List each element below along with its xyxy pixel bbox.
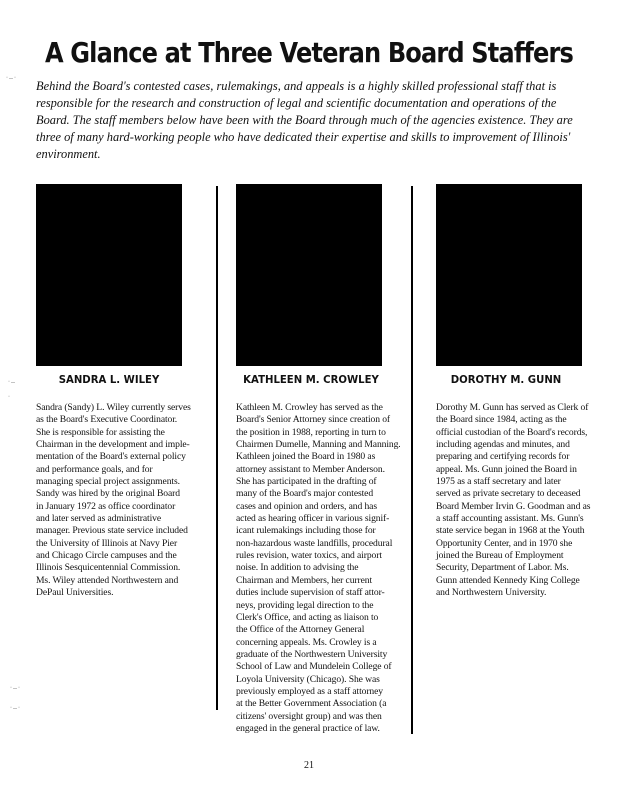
bio-line: Chairman and Members, her current <box>236 574 373 586</box>
bio-line: rules revision, water toxics, and airport <box>236 550 382 562</box>
bio-line: joined the Bureau of Employment <box>436 550 564 562</box>
bio-line: Kathleen joined the Board in 1980 as <box>236 451 376 463</box>
bio-line: cases and opinion and orders, and has <box>236 500 377 512</box>
bio-line: at the Better Government Association (a <box>236 698 387 710</box>
staff-name-dorothy-gunn: DOROTHY M. GUNN <box>450 373 562 386</box>
bio-line: She has participated in the drafting of <box>236 476 377 488</box>
column-divider <box>411 186 413 734</box>
column-divider <box>216 186 218 710</box>
bio-line: many of the Board's major contested <box>236 488 374 500</box>
bio-line: graduate of the Northwestern University <box>236 648 388 660</box>
bio-line: Chairmen Dumelle, Manning and Manning. <box>236 439 401 451</box>
bio-line: Ms. Wiley attended Northwestern and <box>36 574 179 586</box>
bio-line: Board Member Irvin G. Goodman and as <box>436 500 591 512</box>
scan-speck: · <box>8 394 11 400</box>
bio-line: state service began in 1968 at the Youth <box>436 525 585 537</box>
bio-line: and Chicago Circle campuses and the <box>36 550 177 562</box>
bio-line: and Northwestern University. <box>436 587 547 599</box>
bio-line: previously employed as a staff attorney <box>236 685 383 697</box>
staff-name-kathleen-crowley: KATHLEEN M. CROWLEY <box>243 373 379 386</box>
bio-line: appeal. Ms. Gunn joined the Board in <box>436 463 577 475</box>
bio-line: Gunn attended Kennedy King College <box>436 574 580 586</box>
bio-line: 1975 as a staff secretary and later <box>436 476 561 488</box>
bio-line: manager. Previous state service included <box>36 525 188 537</box>
photo-kathleen-crowley <box>236 184 382 366</box>
bio-line: the Board since 1984, acting as the <box>436 414 567 426</box>
bio-line: in January 1972 as office coordinator <box>36 500 176 512</box>
staff-name-sandra-wiley: SANDRA L. WILEY <box>58 373 160 386</box>
bio-line: the University of Illinois at Navy Pier <box>36 537 178 549</box>
bio-line: neys, providing legal direction to the <box>236 599 374 611</box>
bio-line: DePaul Universities. <box>36 587 114 599</box>
bio-line: Sandra (Sandy) L. Wiley currently serves <box>36 402 191 413</box>
page-number: 21 <box>304 760 314 771</box>
bio-line: engaged in the general practice of law. <box>236 722 380 734</box>
scan-speck: ·‥· <box>10 685 22 691</box>
scan-speck: ·‥· <box>10 705 22 711</box>
bio-line: She is responsible for assisting the <box>36 426 165 438</box>
bio-line: preparing and certifying records for <box>436 451 570 463</box>
bio-line: a staff accounting assistant. Ms. Gunn's <box>436 513 584 525</box>
bio-line: Board's Senior Attorney since creation of <box>236 414 391 426</box>
bio-line: non-hazardous waste landfills, procedural <box>236 537 393 549</box>
bio-line: icant rulemakings including those for <box>236 525 376 537</box>
bio-line: noise. In addition to advising the <box>236 562 359 574</box>
bio-line: official custodian of the Board's records, <box>436 426 588 438</box>
bio-line: as the Board's Executive Coordinator. <box>36 414 178 426</box>
photo-sandra-wiley <box>36 184 182 366</box>
bio-line: mentation of the Board's external policy <box>36 451 186 463</box>
bio-line: Loyola University (Chicago). She was <box>236 673 380 685</box>
bio-line: and performance goals, and for <box>36 463 153 475</box>
bio-line: served as private secretary to deceased <box>436 488 581 500</box>
bio-line: managing special project assignments. <box>36 476 180 488</box>
bio-line: Kathleen M. Crowley has served as the <box>236 402 383 413</box>
bio-kathleen-crowley <box>236 402 406 735</box>
bio-line: Sandy was hired by the original Board <box>36 488 180 500</box>
bio-line: acted as hearing officer in various signif- <box>236 513 390 525</box>
bio-line: including agendas and minutes, and <box>436 439 570 451</box>
bio-line: Clerk's Office, and acting as liaison to <box>236 611 379 623</box>
bio-line: attorney assistant to Member Anderson. <box>236 463 385 475</box>
scan-speck: ·‥ <box>8 379 17 385</box>
bio-line: citizens' oversight group) and was then <box>236 710 382 722</box>
bio-line: Security, Department of Labor. Ms. <box>436 562 569 574</box>
bio-sandra-wiley <box>36 402 212 600</box>
bio-line: Illinois Sesquicentennial Commission. <box>36 562 181 574</box>
bio-line: and later served as administrative <box>36 513 162 525</box>
bio-dorothy-gunn <box>436 402 608 600</box>
bio-line: the Office of the Attorney General <box>236 624 365 636</box>
intro-paragraph: Behind the Board's contested cases, rulemakings, and appeals is a highly skilled professional staff that is responsible for the research and construction of legal and scientific documentation and operations of the Board. The staff members below have been with the Board through much of the agencies existence. They are three of many hard-working people who have dedicated their expertise and skills to improvement of Illinois' environment. <box>36 79 573 161</box>
scan-speck: ·‥· <box>6 75 18 81</box>
bio-line: School of Law and Mundelein College of <box>236 661 392 673</box>
bio-line: Dorothy M. Gunn has served as Clerk of <box>436 402 589 413</box>
page-title: A Glance at Three Veteran Board Staffers <box>44 36 574 69</box>
bio-line: Opportunity Center, and in 1970 she <box>436 537 573 549</box>
bio-line: Chairman in the development and imple- <box>36 439 190 451</box>
bio-line: the position in 1988, reporting in turn to <box>236 426 386 438</box>
bio-line: concerning appeals. Ms. Crowley is a <box>236 636 377 648</box>
photo-dorothy-gunn <box>436 184 582 366</box>
bio-line: duties include supervision of staff attor- <box>236 587 385 599</box>
